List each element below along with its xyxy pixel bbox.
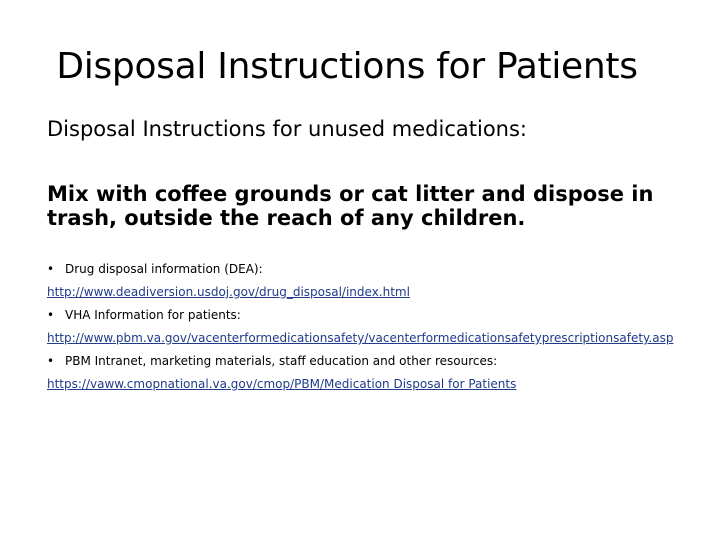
resource-item [47,308,687,322]
resource-item [47,262,687,276]
bullet-icon: • [47,308,55,322]
resource-label-pbm: PBM Intranet, marketing materials, staff education and other resources: [65,354,498,368]
resource-list [47,262,687,400]
link-dea-disposal[interactable]: http://www.deadiversion.usdoj.gov/drug_disposal/index.html [47,285,410,299]
slide-title: Disposal Instructions for Patients [56,46,638,87]
disposal-instruction: Mix with coffee grounds or cat litter and dispose in trash, outside the reach of any children. [47,182,654,230]
resource-label-vha: VHA Information for patients: [65,308,241,322]
resource-label-dea: Drug disposal information (DEA): [65,262,263,276]
bullet-icon: • [47,262,55,276]
link-pbm-intranet[interactable]: https://vaww.cmopnational.va.gov/cmop/PBM/Medication Disposal for Patients [47,377,517,391]
resource-item [47,354,687,368]
bullet-icon: • [47,354,55,368]
link-vha-patients[interactable]: http://www.pbm.va.gov/vacenterformedicationsafety/vacenterformedicationsafetyprescriptionsafety.asp [47,331,674,345]
slide-subtitle: Disposal Instructions for unused medications: [47,117,527,141]
